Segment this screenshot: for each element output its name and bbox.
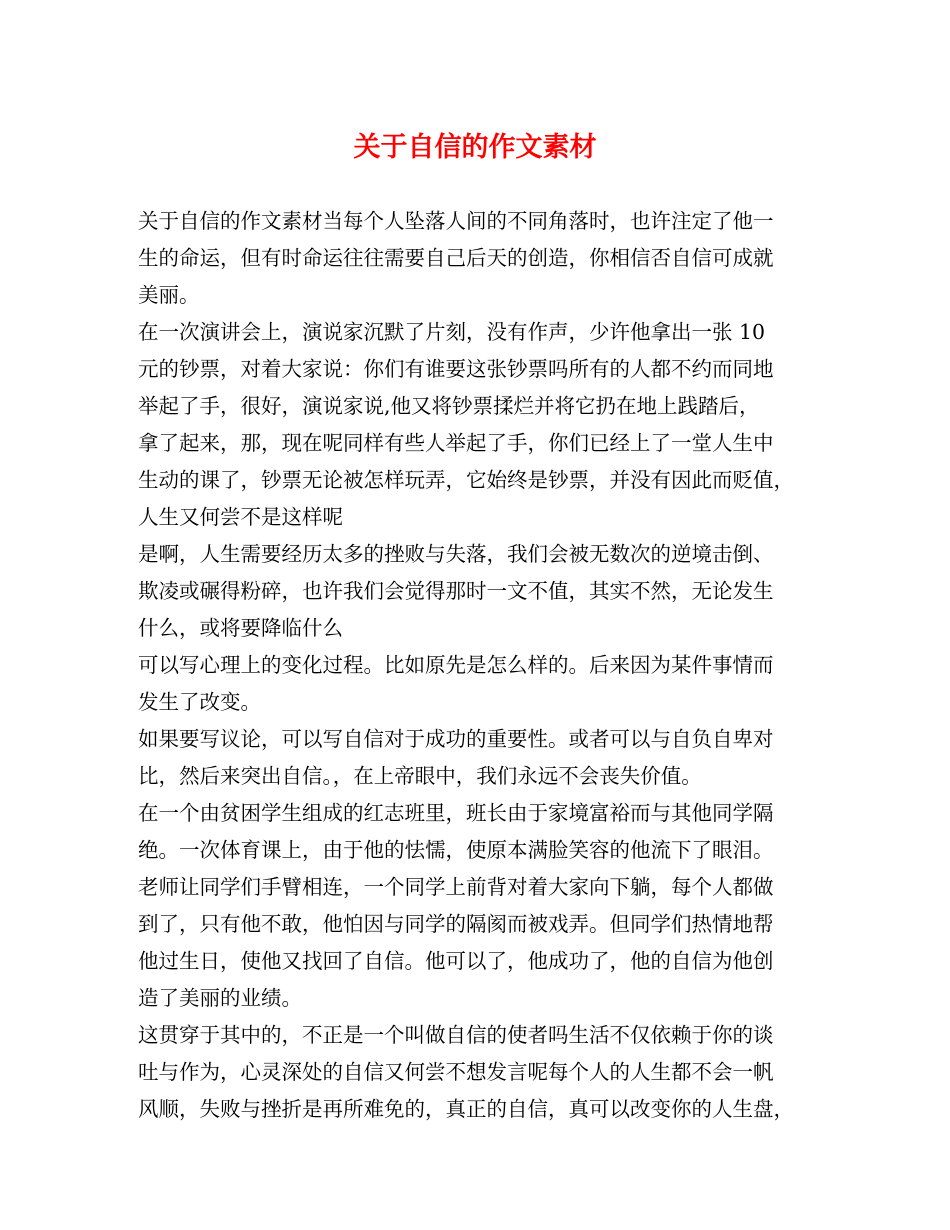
text-line: 关于自信的作文素材当每个人坠落人间的不同角落时，也许注定了他一 [138, 209, 774, 233]
text-line: 举起了手，很好，演说家说,他又将钞票揉烂并将它扔在地上践踏后， [138, 394, 760, 418]
text-line: 这贯穿于其中的，不正是一个叫做自信的使者吗生活不仅依赖于你的谈 [138, 1023, 774, 1047]
document-title: 关于自信的作文素材 [353, 132, 597, 163]
text-line: 造了美丽的业绩。 [138, 986, 302, 1010]
text-line: 是啊，人生需要经历太多的挫败与失落，我们会被无数次的逆境击倒、 [138, 542, 774, 566]
text-line: 发生了改变。 [138, 690, 261, 714]
text-line: 老师让同学们手臂相连，一个同学上前背对着大家向下躺，每个人都做 [138, 875, 774, 899]
text-line: 吐与作为，心灵深处的自信又何尝不想发言呢每个人的人生都不会一帆 [138, 1060, 774, 1084]
text-line: 元的钞票，对着大家说：你们有谁要这张钞票吗所有的人都不约而同地 [138, 357, 774, 381]
text-line: 生的命运，但有时命运往往需要自己后天的创造，你相信否自信可成就 [138, 246, 774, 270]
text-line: 拿了起来，那，现在呢同样有些人举起了手，你们已经上了一堂人生中 [138, 431, 774, 455]
text-line: 风顺，失败与挫折是再所难免的，真正的自信，真可以改变你的人生盘， [138, 1097, 794, 1121]
text-line: 生动的课了，钞票无论被怎样玩弄，它始终是钞票，并没有因此而贬值， [138, 468, 794, 492]
text-line: 什么，或将要降临什么 [138, 616, 343, 640]
text-line: 可以写心理上的变化过程。比如原先是怎么样的。后来因为某件事情而 [138, 653, 774, 677]
text-line: 人生又何尝不是这样呢 [138, 505, 343, 529]
text-line: 他过生日，使他又找回了自信。他可以了，他成功了，他的自信为他创 [138, 949, 774, 973]
text-line: 在一个由贫困学生组成的红志班里，班长由于家境富裕而与其他同学隔 [138, 801, 774, 825]
text-line: 欺凌或碾得粉碎，也许我们会觉得那时一文不值，其实不然，无论发生 [138, 579, 774, 603]
document-body [138, 203, 828, 1128]
text-line: 如果要写议论，可以写自信对于成功的重要性。或者可以与自负自卑对 [138, 727, 774, 751]
text-line: 比，然后来突出自信。，在上帝眼中，我们永远不会丧失价值。 [138, 764, 702, 788]
text-line: 美丽。 [138, 283, 200, 307]
text-line: 绝。一次体育课上，由于他的怯懦，使原本满脸笑容的他流下了眼泪。 [138, 838, 774, 862]
text-line: 在一次演讲会上，演说家沉默了片刻，没有作声，少许他拿出一张 10 [138, 320, 766, 344]
text-line: 到了，只有他不敢，他怕因与同学的隔阂而被戏弄。但同学们热情地帮 [138, 912, 774, 936]
